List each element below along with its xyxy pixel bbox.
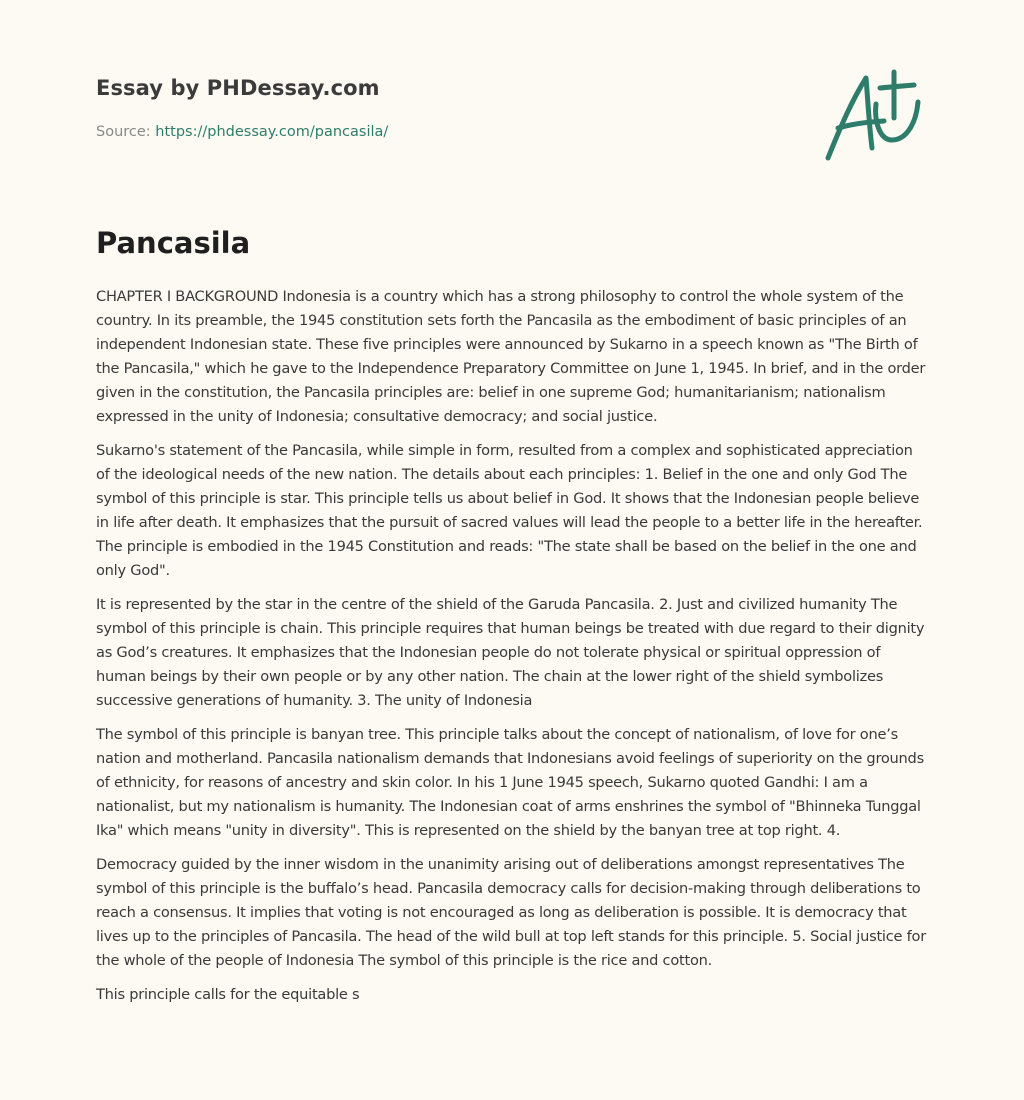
paragraph: Democracy guided by the inner wisdom in the unanimity arising out of deliberations amongst representatives The symbol of this principle is the buffalo’s head. Pancasila democracy calls for decision-making through deliberations to reach a consensus. It implies that voting is not encouraged as long as deliberation is possible. It is democracy that lives up to the principles of Pancasila. The head of the wild bull at top left stands for this principle. 5. Social justice for the whole of the people of Indonesia The symbol of this principle is the rice and cotton. (96, 856, 926, 969)
source-link[interactable]: https://phdessay.com/pancasila/ (155, 124, 389, 140)
source-line (96, 124, 388, 140)
paragraph: CHAPTER I BACKGROUND Indonesia is a country which has a strong philosophy to control the whole system of the country. In its preamble, the 1945 constitution sets forth the Pancasila as the embodiment of basic principles of an independent Indonesian state. These five principles were announced by Sukarno in a speech known as "The Birth of the Pancasila," which he gave to the Independence Preparatory Committee on June 1, 1945. In brief, and in the order given in the constitution, the Pancasila principles are: belief in one supreme God; humanitarianism; nationalism expressed in the unity of Indonesia; consultative democracy; and social justice. (96, 288, 926, 425)
paragraph: The symbol of this principle is banyan tree. This principle talks about the concept of nationalism, of love for one’s nation and motherland. Pancasila nationalism demands that Indonesians avoid feelings of superiority on the grounds of ethnicity, for reasons of ancestry and skin color. In his 1 June 1945 speech, Sukarno quoted Gandhi: I am a nationalist, but my nationalism is humanity. The Indonesian coat of arms enshrines the symbol of "Bhinneka Tunggal Ika" which means "unity in diversity". This is represented on the shield by the banyan tree at top right. 4. (96, 726, 924, 839)
paragraph: It is represented by the star in the centre of the shield of the Garuda Pancasila. 2. Just and civilized humanity The symbol of this principle is chain. This principle requires that human beings be treated with due regard to their dignity as God’s creatures. It emphasizes that the Indonesian people do not tolerate physical or spiritual oppression of human beings by their own people or by any other nation. The chain at the lower right of the shield symbolizes successive generations of humanity. 3. The unity of Indonesia (96, 596, 925, 709)
site-brand: Essay by PHDessay.com (96, 76, 380, 100)
source-label: Source: (96, 124, 156, 140)
essay-body (96, 285, 928, 1017)
page-header (96, 0, 928, 200)
paragraph: This principle calls for the equitable s (96, 986, 360, 1003)
essay-title: Pancasila (96, 226, 251, 260)
essay-page (96, 0, 928, 1003)
a-plus-logo-icon (822, 66, 926, 166)
paragraph: Sukarno's statement of the Pancasila, while simple in form, resulted from a complex and sophisticated appreciation of the ideological needs of the new nation. The details about each principles: 1. Belief in the one and only God The symbol of this principle is star. This principle tells us about belief in God. It shows that the Indonesian people believe in life after death. It emphasizes that the pursuit of sacred values will lead the people to a better life in the hereafter. The principle is embodied in the 1945 Constitution and reads: "The state shall be based on the belief in the one and only God". (96, 442, 923, 579)
